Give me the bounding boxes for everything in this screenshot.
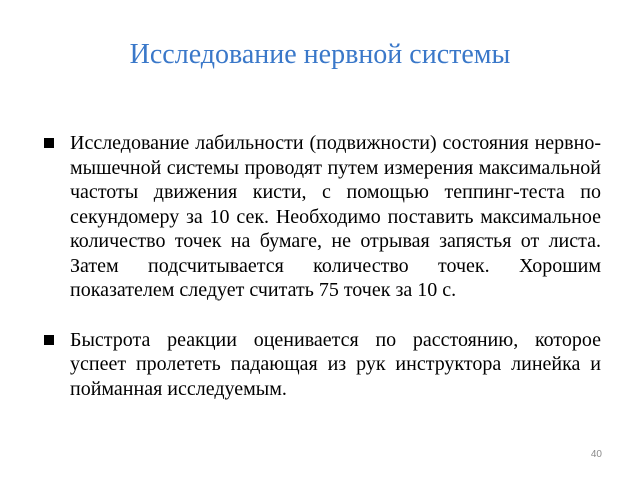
slide-title: Исследование нервной системы [129, 39, 511, 70]
bullet-item [44, 328, 601, 402]
page-number: 40 [590, 449, 602, 460]
square-bullet-icon [44, 138, 54, 148]
bullet-text: Исследование лабильности (подвижности) состояния нервно-мышечной системы проводят путем измерения максимальной частоты движения кисти, с помощью теппинг-теста по секундомеру за 10 сек. Необходимо поставить максимальное количество точек на бумаге, не отрывая запястья от листа. Затем подсчитывается количество точек. Хорошим показателем следует считать 75 точек за 10 с. [70, 132, 601, 301]
square-bullet-icon [44, 335, 54, 345]
bullet-item [44, 131, 601, 303]
bullet-list [44, 131, 601, 401]
bullet-text: Быстрота реакции оценивается по расстоянию, которое успеет пролететь падающая из рук инструктора линейка и пойманная исследуемым. [70, 328, 601, 400]
